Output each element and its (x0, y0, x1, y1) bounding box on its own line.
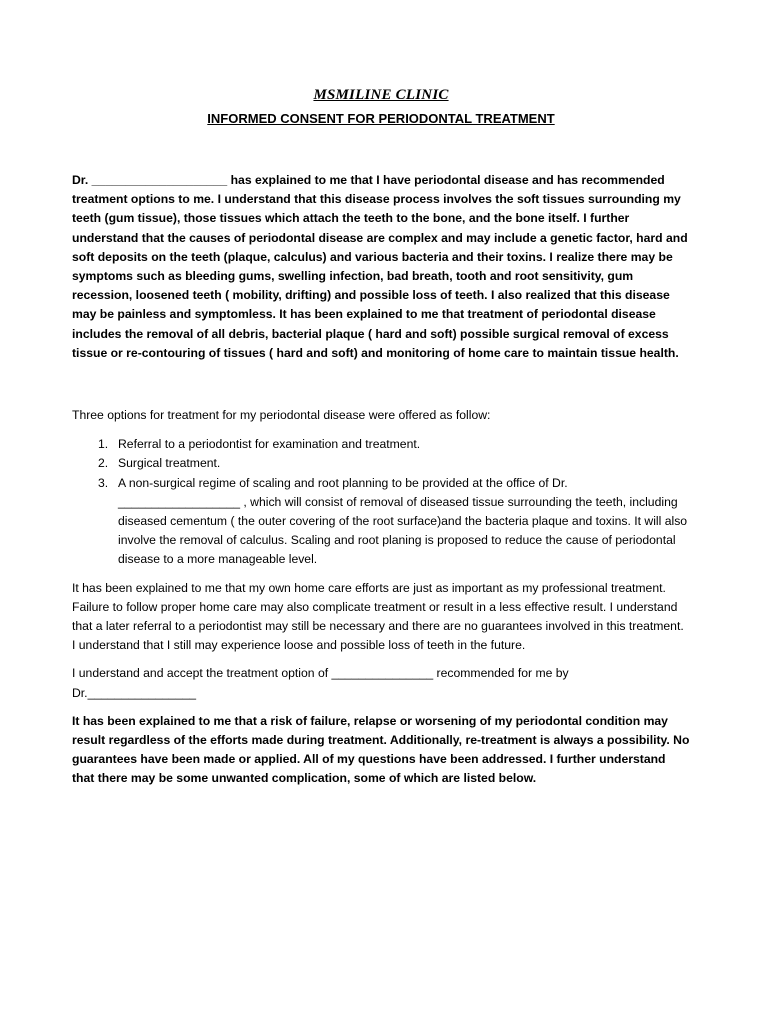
option-number: 1. (98, 437, 109, 452)
acceptance-paragraph: I understand and accept the treatment option of _______________ recommended for me by Dr.________________ (72, 666, 569, 700)
risk-paragraph: It has been explained to me that a risk of failure, relapse or worsening of my periodontal condition may result regardless of the efforts made during treatment. Additionally, re-treatment is always a possibility. No guarantees have been made or applied. All of my questions have been addressed. I further understand that there may be some unwanted complication, some of which are listed below. (72, 713, 690, 786)
clinic-name: MSMILINE CLINIC (313, 87, 449, 103)
list-item (72, 435, 690, 454)
list-item (72, 454, 690, 473)
treatment-options-list (72, 435, 690, 569)
list-item (72, 474, 690, 570)
consent-document (72, 86, 690, 789)
option-number: 2. (98, 456, 109, 471)
option-number: 3. (98, 475, 109, 490)
options-intro: Three options for treatment for my periodontal disease were offered as follow: (72, 408, 491, 423)
option-text: Surgical treatment. (118, 456, 221, 471)
option-text: A non-surgical regime of scaling and root planning to be provided at the office of Dr. __________________ , which will consist of removal of diseased tissue surrounding the teeth, including diseased cementum ( the outer covering of the root surface)and the bacteria plaque and toxins. It will also involve the removal of calculus. Scaling and root planing is proposed to reduce the cause of periodontal disease to a more manageable level. (118, 475, 688, 567)
option-text: Referral to a periodontist for examination and treatment. (118, 437, 421, 452)
home-care-paragraph: It has been explained to me that my own home care efforts are just as important as my professional treatment. Failure to follow proper home care may also complicate treatment or result in a less effective result. I understand that a later referral to a periodontist may still be necessary and there are no guarantees involved in this treatment. I understand that I still may experience loose and possible loss of teeth in the future. (72, 580, 684, 653)
intro-paragraph: Dr. ____________________ has explained to me that I have periodontal disease and has recommended treatment options to me. I understand that this disease process involves the soft tissues surrounding my teeth (gum tissue), those tissues which attach the teeth to the bone, and the bone itself. I further understand that the causes of periodontal disease are complex and may include a genetic factor, hard and soft deposits on the teeth (plaque, calculus) and various bacteria and their toxins. I realize there may be symptoms such as bleeding gums, swelling infection, bad breath, tooth and root sensitivity, gum recession, loosened teeth ( mobility, drifting) and possible loss of teeth. I also realized that this disease may be painless and symptomless. It has been explained to me that treatment of periodontal disease includes the removal of all debris, bacterial plaque ( hard and soft) possible surgical removal of excess tissue or re-contouring of tissues ( hard and soft) and monitoring of home care to maintain tissue health. (72, 173, 688, 360)
document-title: INFORMED CONSENT FOR PERIODONTAL TREATMENT (207, 111, 555, 126)
